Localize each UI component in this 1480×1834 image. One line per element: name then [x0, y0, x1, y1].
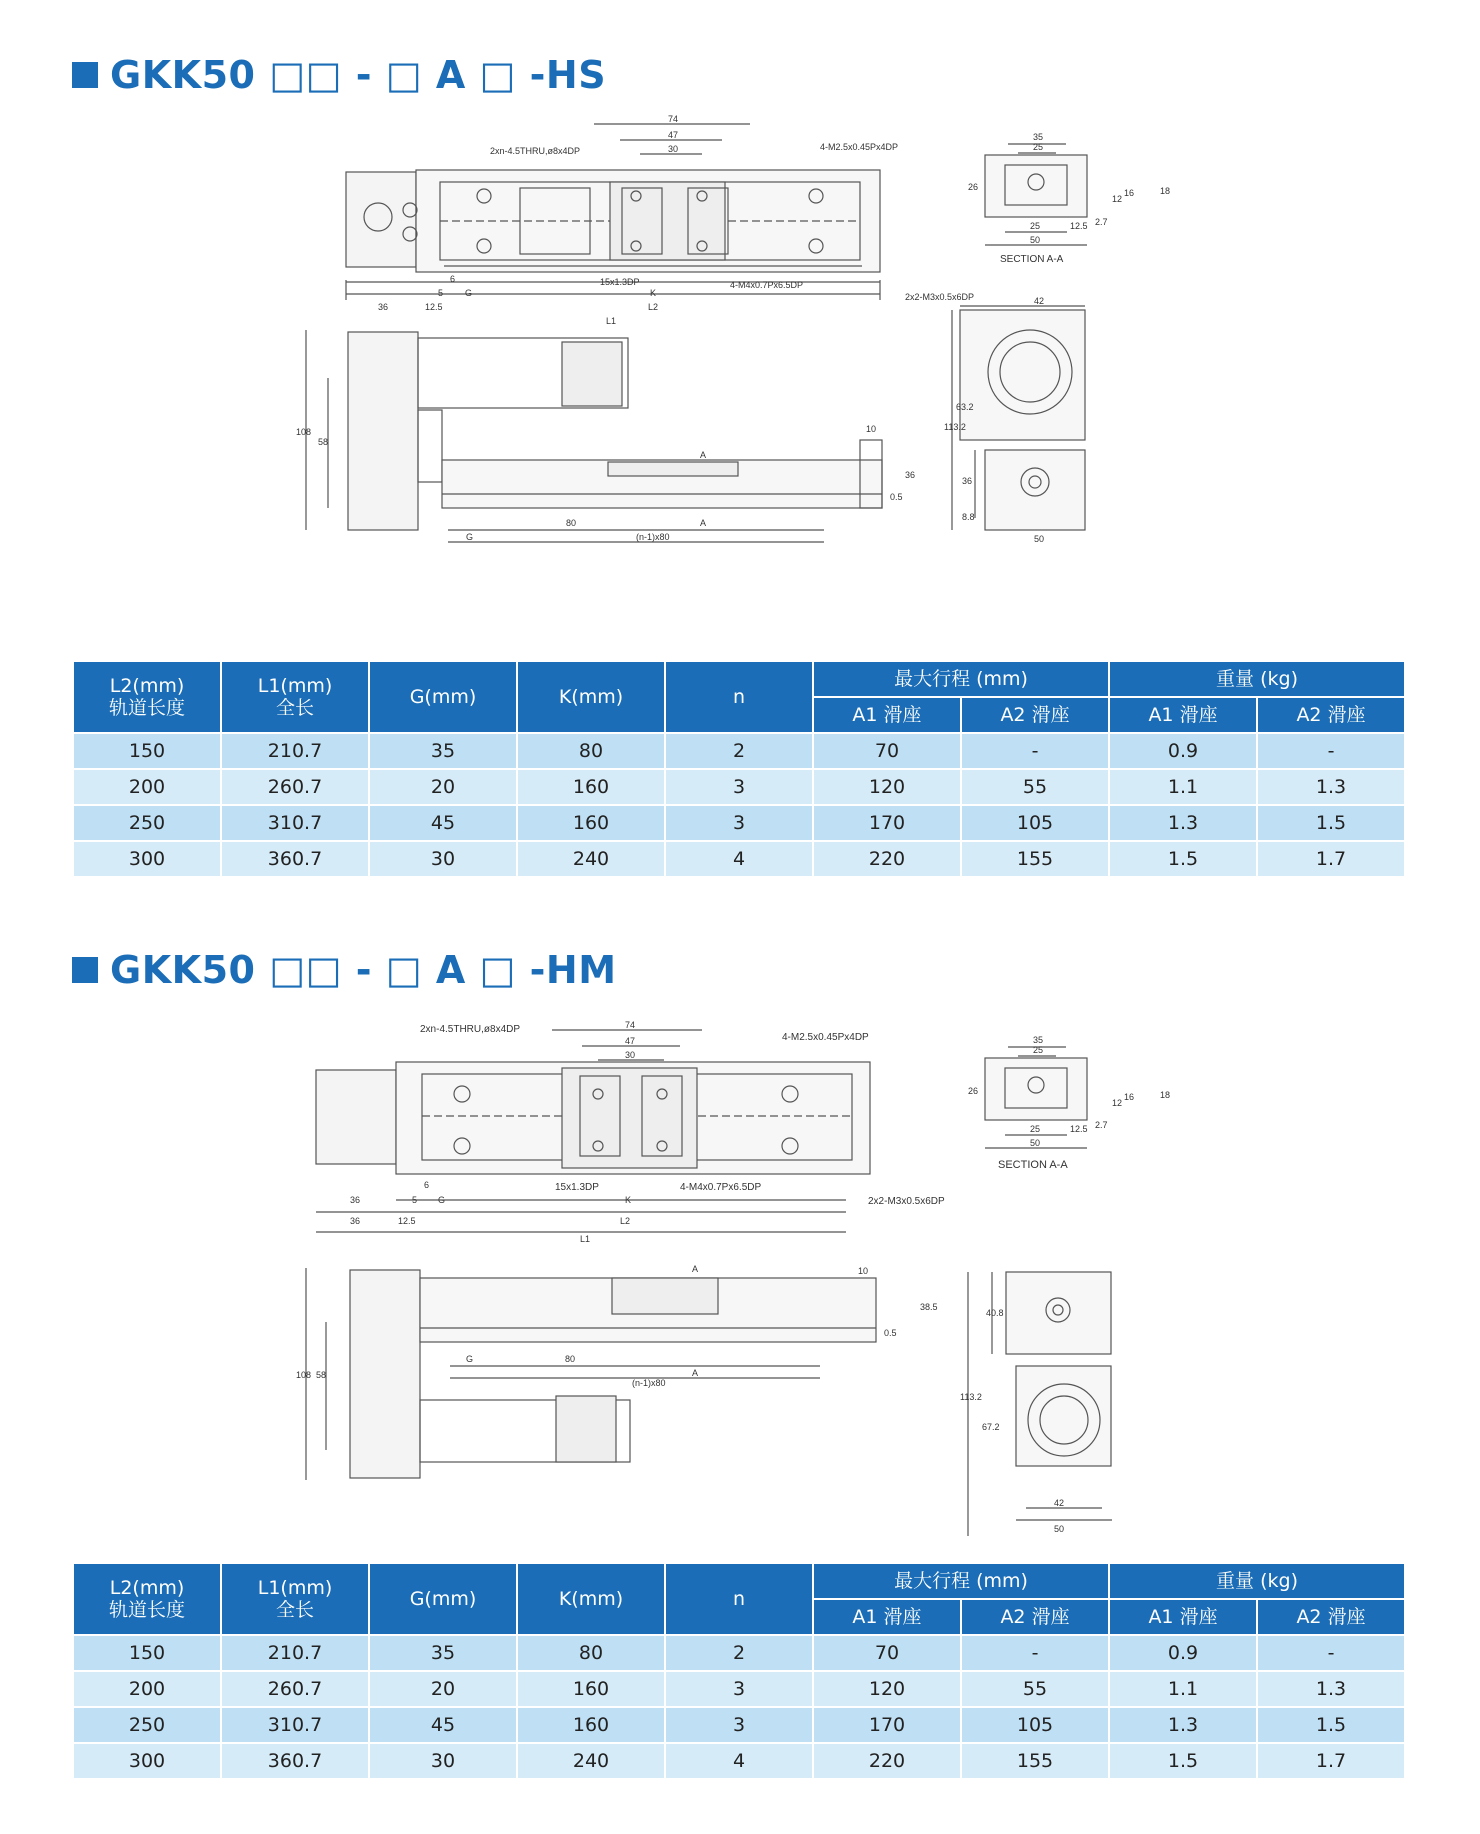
header-l2 — [73, 1563, 221, 1635]
front-108: 108 — [296, 427, 312, 437]
cell: 3 — [665, 805, 813, 841]
dim-47: 47 — [668, 130, 679, 140]
spec-table-hm — [72, 1562, 1406, 1780]
header-stroke: 最大行程 (mm) — [813, 661, 1109, 697]
label-tap-m3: 2x2-M3x0.5x6DP — [868, 1196, 945, 1207]
dim-5: 5 — [412, 1195, 418, 1205]
dim-6: 6 — [424, 1180, 430, 1190]
header-n: n — [665, 1563, 813, 1635]
cell: 0.9 — [1109, 1635, 1257, 1671]
cell: - — [961, 733, 1109, 769]
cell: 310.7 — [221, 1707, 369, 1743]
dim-36: 36 — [350, 1195, 361, 1205]
cell: 120 — [813, 769, 961, 805]
header-l2 — [73, 661, 221, 733]
cell: 1.1 — [1109, 1671, 1257, 1707]
sec-25: 25 — [1033, 1045, 1044, 1055]
header-g: G(mm) — [369, 1563, 517, 1635]
cell: 1.5 — [1257, 1707, 1405, 1743]
cell: 1.3 — [1257, 1671, 1405, 1707]
dim-k: K — [625, 1195, 632, 1205]
label-pitch-15: 15x1.3DP — [600, 277, 640, 287]
table-row — [73, 1707, 1405, 1743]
front-58: 58 — [316, 1370, 327, 1380]
cell: 220 — [813, 1743, 961, 1779]
cell: 2 — [665, 733, 813, 769]
cell: - — [1257, 1635, 1405, 1671]
cell: 260.7 — [221, 1671, 369, 1707]
header-k: K(mm) — [517, 661, 665, 733]
cell: 55 — [961, 769, 1109, 805]
end-50: 50 — [1034, 534, 1045, 544]
cell: 105 — [961, 805, 1109, 841]
front-a-bottom: A — [700, 518, 707, 528]
front-n80: (n-1)x80 — [636, 532, 670, 542]
end-40-8: 40.8 — [986, 1308, 1004, 1318]
end-113-2: 113.2 — [960, 1392, 982, 1402]
table-row — [73, 1743, 1405, 1779]
header-weight-a2: A2 滑座 — [1257, 697, 1405, 733]
front-58: 58 — [318, 437, 329, 447]
end-63-2: 63.2 — [956, 402, 974, 412]
front-g: G — [466, 1354, 474, 1364]
section-title-hs — [72, 50, 606, 100]
cell: 160 — [517, 1707, 665, 1743]
end-42: 42 — [1054, 1498, 1065, 1508]
technical-drawing-hm — [0, 1010, 1480, 1550]
cell: 3 — [665, 769, 813, 805]
end-67-2: 67.2 — [982, 1422, 1000, 1432]
header-n: n — [665, 661, 813, 733]
dim-l2: L2 — [620, 1216, 631, 1226]
dim-l2: L2 — [648, 302, 659, 312]
cell: 20 — [369, 1671, 517, 1707]
cell: 160 — [517, 805, 665, 841]
cell: 260.7 — [221, 769, 369, 805]
sec-35: 35 — [1033, 132, 1044, 142]
section-label: SECTION A-A — [998, 1159, 1068, 1171]
sec-16: 16 — [1124, 1092, 1135, 1102]
cell: 3 — [665, 1671, 813, 1707]
dim-30: 30 — [625, 1050, 636, 1060]
end-50: 50 — [1054, 1524, 1065, 1534]
cell: 160 — [517, 769, 665, 805]
cell: 210.7 — [221, 733, 369, 769]
cell: 210.7 — [221, 1635, 369, 1671]
cell: 4 — [665, 1743, 813, 1779]
sec-2-7: 2.7 — [1095, 1120, 1108, 1130]
cell: 310.7 — [221, 805, 369, 841]
header-weight: 重量 (kg) — [1109, 661, 1405, 697]
header-weight-a1: A1 滑座 — [1109, 1599, 1257, 1635]
cell: 1.1 — [1109, 769, 1257, 805]
header-l1-sub: 全长 — [275, 697, 314, 719]
cell: 200 — [73, 769, 221, 805]
header-stroke: 最大行程 (mm) — [813, 1563, 1109, 1599]
section-title-text: GKK50 □□ - □ A □ -HM — [110, 948, 617, 992]
front-a-bottom: A — [692, 1368, 699, 1378]
sec-16: 16 — [1124, 188, 1135, 198]
cell: 30 — [369, 841, 517, 877]
cell: 360.7 — [221, 841, 369, 877]
cell: 1.3 — [1109, 805, 1257, 841]
cell: 170 — [813, 805, 961, 841]
header-l1-main: L1(mm) — [257, 1577, 333, 1599]
sec-18: 18 — [1160, 1090, 1171, 1100]
label-holes-thru: 2xn-4.5THRU,ø8x4DP — [490, 146, 581, 156]
cell: 35 — [369, 1635, 517, 1671]
end-113-2: 113.2 — [944, 422, 966, 432]
table-row — [73, 1635, 1405, 1671]
header-l2-sub: 轨道长度 — [108, 1599, 185, 1621]
cell: 170 — [813, 1707, 961, 1743]
cell: 55 — [961, 1671, 1109, 1707]
cell: 45 — [369, 1707, 517, 1743]
section-title-hm — [72, 945, 617, 995]
header-weight-a2: A2 滑座 — [1257, 1599, 1405, 1635]
cell: 2 — [665, 1635, 813, 1671]
cell: 250 — [73, 805, 221, 841]
front-a-top: A — [700, 450, 707, 460]
header-k: K(mm) — [517, 1563, 665, 1635]
front-36: 36 — [905, 470, 916, 480]
section-label: SECTION A-A — [1000, 254, 1064, 265]
dim-47: 47 — [625, 1036, 636, 1046]
cell: 240 — [517, 841, 665, 877]
header-stroke-a2: A2 滑座 — [961, 1599, 1109, 1635]
sec-26: 26 — [968, 1086, 979, 1096]
cell: 1.7 — [1257, 841, 1405, 877]
front-n80: (n-1)x80 — [632, 1378, 666, 1388]
dim-l1: L1 — [580, 1234, 591, 1244]
cell: 1.7 — [1257, 1743, 1405, 1779]
sec-12-5: 12.5 — [1070, 1124, 1088, 1134]
cell: 220 — [813, 841, 961, 877]
header-stroke-a1: A1 滑座 — [813, 697, 961, 733]
sec-12: 12 — [1112, 1098, 1123, 1108]
end-42: 42 — [1034, 296, 1045, 306]
cell: 300 — [73, 1743, 221, 1779]
end-36: 36 — [962, 476, 973, 486]
cell: 80 — [517, 1635, 665, 1671]
cell: 300 — [73, 841, 221, 877]
dim-g: G — [465, 288, 473, 298]
sec-18: 18 — [1160, 186, 1171, 196]
sec-35: 35 — [1033, 1035, 1044, 1045]
label-tap-m3: 2x2-M3x0.5x6DP — [905, 292, 975, 302]
sec-2-7: 2.7 — [1095, 217, 1108, 227]
cell: 4 — [665, 841, 813, 877]
header-l1-main: L1(mm) — [257, 675, 333, 697]
cell: - — [961, 1635, 1109, 1671]
cell: 70 — [813, 1635, 961, 1671]
label-holes-thru: 2xn-4.5THRU,ø8x4DP — [420, 1024, 521, 1035]
sec-26: 26 — [968, 182, 979, 192]
cell: - — [1257, 733, 1405, 769]
cell: 1.5 — [1257, 805, 1405, 841]
header-weight-a1: A1 滑座 — [1109, 697, 1257, 733]
front-0-5: 0.5 — [884, 1328, 897, 1338]
label-tap-m4: 4-M4x0.7Px6.5DP — [680, 1182, 762, 1193]
cell: 150 — [73, 1635, 221, 1671]
section-title-text: GKK50 □□ - □ A □ -HS — [110, 53, 607, 97]
cell: 1.3 — [1109, 1707, 1257, 1743]
sec-25: 25 — [1033, 142, 1044, 152]
header-stroke-a2: A2 滑座 — [961, 697, 1109, 733]
header-l1 — [221, 661, 369, 733]
title-square-icon — [72, 957, 98, 983]
dim-36: 36 — [378, 302, 389, 312]
cell: 30 — [369, 1743, 517, 1779]
dim-12-5: 12.5 — [425, 302, 443, 312]
header-l2-main: L2(mm) — [109, 1577, 185, 1599]
sec-12: 12 — [1112, 194, 1123, 204]
header-l1-sub: 全长 — [275, 1599, 314, 1621]
sec-25b: 25 — [1030, 221, 1041, 231]
front-80: 80 — [565, 1354, 576, 1364]
dim-l1: L1 — [606, 316, 617, 326]
cell: 200 — [73, 1671, 221, 1707]
front-80: 80 — [566, 518, 577, 528]
sec-25b: 25 — [1030, 1124, 1041, 1134]
table-row — [73, 841, 1405, 877]
cell: 105 — [961, 1707, 1109, 1743]
table-row — [73, 805, 1405, 841]
spec-table-hs — [72, 660, 1406, 878]
cell: 1.5 — [1109, 1743, 1257, 1779]
header-l1 — [221, 1563, 369, 1635]
technical-drawing-hs — [0, 110, 1480, 640]
cell: 1.5 — [1109, 841, 1257, 877]
cell: 155 — [961, 1743, 1109, 1779]
cell: 0.9 — [1109, 733, 1257, 769]
dim-5: 5 — [438, 288, 444, 298]
header-l2-sub: 轨道长度 — [108, 697, 185, 719]
header-g: G(mm) — [369, 661, 517, 733]
header-stroke-a1: A1 滑座 — [813, 1599, 961, 1635]
cell: 1.3 — [1257, 769, 1405, 805]
front-10: 10 — [866, 424, 877, 434]
table-row — [73, 769, 1405, 805]
end-8-8: 8.8 — [962, 512, 975, 522]
cell: 80 — [517, 733, 665, 769]
front-108: 108 — [296, 1370, 312, 1380]
dim-36b: 36 — [350, 1216, 361, 1226]
cell: 120 — [813, 1671, 961, 1707]
table-row — [73, 733, 1405, 769]
label-tap-m25: 4-M2.5x0.45Px4DP — [782, 1032, 869, 1043]
cell: 250 — [73, 1707, 221, 1743]
front-10: 10 — [858, 1266, 869, 1276]
header-l2-main: L2(mm) — [109, 675, 185, 697]
label-pitch-15: 15x1.3DP — [555, 1182, 599, 1193]
sec-12-5: 12.5 — [1070, 221, 1088, 231]
cell: 155 — [961, 841, 1109, 877]
cell: 70 — [813, 733, 961, 769]
cell: 20 — [369, 769, 517, 805]
cell: 3 — [665, 1707, 813, 1743]
dim-30: 30 — [668, 144, 679, 154]
sec-50: 50 — [1030, 1138, 1041, 1148]
table-row — [73, 1671, 1405, 1707]
cell: 240 — [517, 1743, 665, 1779]
front-38-5: 38.5 — [920, 1302, 938, 1312]
cell: 35 — [369, 733, 517, 769]
cell: 150 — [73, 733, 221, 769]
front-g: G — [466, 532, 474, 542]
dim-g: G — [438, 1195, 446, 1205]
cell: 160 — [517, 1671, 665, 1707]
title-square-icon — [72, 62, 98, 88]
dim-k: K — [650, 288, 657, 298]
sec-50: 50 — [1030, 235, 1041, 245]
cell: 360.7 — [221, 1743, 369, 1779]
dim-74: 74 — [625, 1020, 636, 1030]
front-0-5: 0.5 — [890, 492, 903, 502]
dim-12-5: 12.5 — [398, 1216, 416, 1226]
header-weight: 重量 (kg) — [1109, 1563, 1405, 1599]
dim-6: 6 — [450, 274, 456, 284]
label-tap-m25: 4-M2.5x0.45Px4DP — [820, 142, 899, 152]
front-a-top: A — [692, 1264, 699, 1274]
label-tap-m4: 4-M4x0.7Px6.5DP — [730, 280, 804, 290]
cell: 45 — [369, 805, 517, 841]
dim-74: 74 — [668, 114, 679, 124]
